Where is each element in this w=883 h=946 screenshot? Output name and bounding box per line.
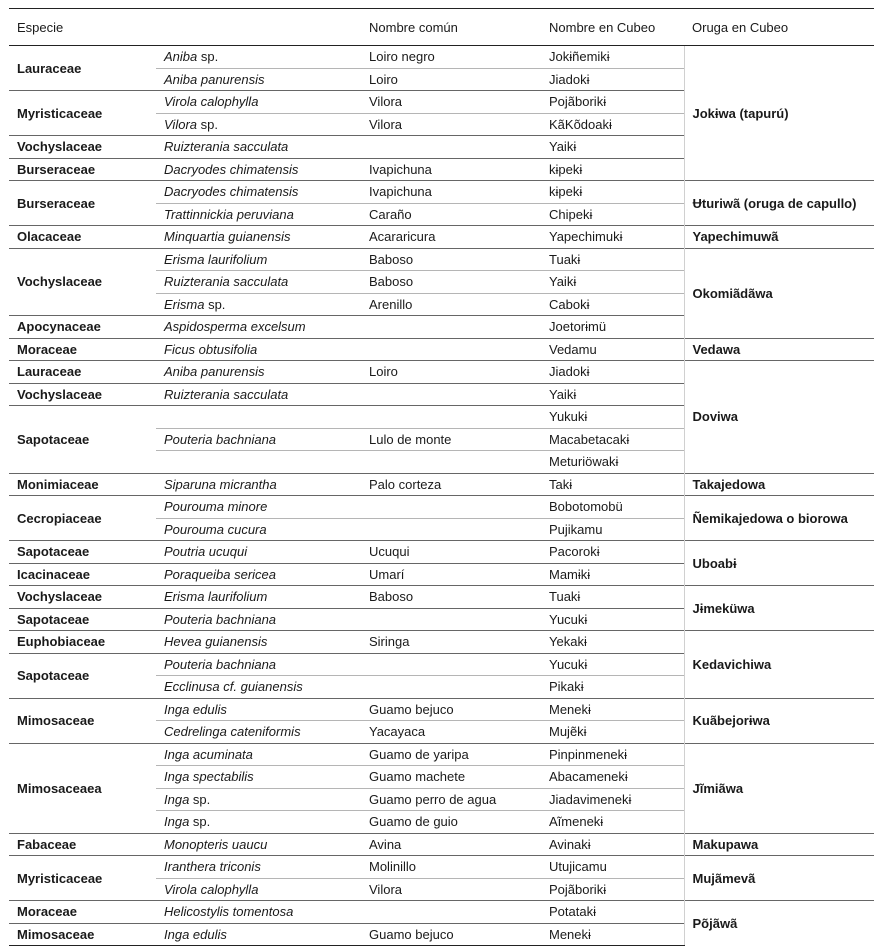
oruga-cell: Kuãbejorɨwa — [684, 698, 874, 743]
oruga-cell: Jĩmiãwa — [684, 743, 874, 833]
cubeo-name-cell: Mamɨkɨ — [541, 563, 684, 586]
table-row — [9, 226, 874, 249]
species-name: Inga — [164, 791, 190, 807]
common-name-cell — [361, 383, 541, 406]
family-cell: Moraceae — [9, 338, 156, 361]
oruga-cell: Yapechimuwã — [684, 226, 874, 249]
common-name-cell: Loiro — [361, 68, 541, 91]
oruga-cell: Ñemikajedowa o biorowa — [684, 496, 874, 541]
species-name: Pouteria bachniana — [164, 656, 277, 672]
species-name: Siparuna micrantha — [164, 476, 277, 492]
common-name-cell — [361, 608, 541, 631]
oruga-cell: Kedavichiwa — [684, 631, 874, 699]
species-cell — [156, 766, 361, 789]
table-row — [9, 46, 874, 69]
cubeo-name-cell: Pojãborikɨ — [541, 878, 684, 901]
cubeo-name-cell: Jiadokɨ — [541, 361, 684, 384]
common-name-cell: Baboso — [361, 271, 541, 294]
species-cell — [156, 361, 361, 384]
table-row — [9, 181, 874, 204]
cubeo-name-cell: Jokɨñemikɨ — [541, 46, 684, 69]
cubeo-name-cell: Utujicamu — [541, 856, 684, 879]
common-name-cell: Guamo bejuco — [361, 698, 541, 721]
table-row — [9, 901, 874, 924]
cubeo-name-cell: Menekɨ — [541, 698, 684, 721]
species-cell — [156, 901, 361, 924]
species-cell — [156, 743, 361, 766]
species-cell — [156, 518, 361, 541]
species-name: Inga acuminata — [164, 746, 253, 762]
species-name: Ruizterania sacculata — [164, 274, 289, 290]
cubeo-name-cell: Tuakɨ — [541, 586, 684, 609]
species-name: Erisma laurifolium — [164, 589, 268, 605]
cubeo-name-cell: Pacorokɨ — [541, 541, 684, 564]
species-cell — [156, 316, 361, 339]
species-name: Pouteria bachniana — [164, 431, 277, 447]
common-name-cell — [361, 653, 541, 676]
oruga-cell: Vedawa — [684, 338, 874, 361]
cubeo-name-cell: Pojãborikɨ — [541, 91, 684, 114]
species-name: Ecclinusa cf. guianensis — [164, 679, 303, 695]
common-name-cell: Guamo bejuco — [361, 923, 541, 946]
species-qualifier: sp. — [189, 791, 211, 807]
common-name-cell: Vilora — [361, 91, 541, 114]
species-cell — [156, 473, 361, 496]
cubeo-name-cell: Yekakɨ — [541, 631, 684, 654]
header-nombre-cubeo: Nombre en Cubeo — [541, 9, 684, 46]
species-name: Aspidosperma excelsum — [164, 319, 306, 335]
species-name: Ruizterania sacculata — [164, 139, 289, 155]
common-name-cell: Guamo de yaripa — [361, 743, 541, 766]
species-qualifier: sp. — [204, 296, 226, 312]
family-cell: Burseraceae — [9, 181, 156, 226]
species-cell — [156, 451, 361, 474]
cubeo-name-cell: Menekɨ — [541, 923, 684, 946]
species-name: Helicostylis tomentosa — [164, 904, 294, 920]
cubeo-name-cell: Yaikɨ — [541, 271, 684, 294]
cubeo-name-cell: Aĩmenekɨ — [541, 811, 684, 834]
species-cell — [156, 721, 361, 744]
species-cell — [156, 698, 361, 721]
header-oruga-cubeo: Oruga en Cubeo — [684, 9, 874, 46]
species-name: Pourouma minore — [164, 499, 268, 515]
species-cell — [156, 811, 361, 834]
species-cell — [156, 46, 361, 69]
family-cell: Mimosaceae — [9, 698, 156, 743]
table-row — [9, 473, 874, 496]
cubeo-name-cell: Potatakɨ — [541, 901, 684, 924]
family-cell: Vochyslaceae — [9, 383, 156, 406]
species-name: Monopteris uaucu — [164, 836, 268, 852]
table-row — [9, 743, 874, 766]
cubeo-name-cell: kɨpekɨ — [541, 181, 684, 204]
common-name-cell: Yacayaca — [361, 721, 541, 744]
species-cell — [156, 563, 361, 586]
family-cell: Fabaceae — [9, 833, 156, 856]
oruga-cell: Makupawa — [684, 833, 874, 856]
species-cell — [156, 608, 361, 631]
species-name: Pourouma cucura — [164, 521, 267, 537]
common-name-cell: Caraño — [361, 203, 541, 226]
species-cell — [156, 293, 361, 316]
family-cell: Icacinaceae — [9, 563, 156, 586]
common-name-cell: Baboso — [361, 248, 541, 271]
cubeo-name-cell: Takɨ — [541, 473, 684, 496]
species-name: Ficus obtusifolia — [164, 341, 258, 357]
cubeo-name-cell: Pujikamu — [541, 518, 684, 541]
common-name-cell — [361, 518, 541, 541]
cubeo-name-cell: Avinakɨ — [541, 833, 684, 856]
table-row — [9, 698, 874, 721]
species-name: Aniba — [164, 49, 198, 65]
family-cell: Burseraceae — [9, 158, 156, 181]
oruga-cell: Jokɨwa (tapurú) — [684, 46, 874, 181]
header-row — [9, 9, 874, 46]
common-name-cell: Arenillo — [361, 293, 541, 316]
oruga-cell: Mujãmevã — [684, 856, 874, 901]
cubeo-name-cell: kɨpekɨ — [541, 158, 684, 181]
species-name: Inga spectabilis — [164, 769, 254, 785]
common-name-cell: Guamo machete — [361, 766, 541, 789]
species-cell — [156, 271, 361, 294]
header-blank — [156, 9, 361, 46]
species-name: Inga — [164, 814, 190, 830]
species-name: Hevea guianensis — [164, 634, 268, 650]
family-cell: Vochyslaceae — [9, 248, 156, 316]
species-cell — [156, 181, 361, 204]
common-name-cell — [361, 316, 541, 339]
species-name: Poutria ucuqui — [164, 544, 248, 560]
common-name-cell: Acararicura — [361, 226, 541, 249]
cubeo-name-cell: Jiadavimenekɨ — [541, 788, 684, 811]
species-cell — [156, 856, 361, 879]
common-name-cell — [361, 451, 541, 474]
species-name: Erisma laurifolium — [164, 251, 268, 267]
species-name: Inga edulis — [164, 701, 227, 717]
species-name: Virola calophylla — [164, 94, 259, 110]
cubeo-name-cell: Yucukɨ — [541, 608, 684, 631]
species-name: Vilora — [164, 116, 198, 132]
cubeo-name-cell: Chipekɨ — [541, 203, 684, 226]
family-cell: Olacaceae — [9, 226, 156, 249]
species-cell — [156, 203, 361, 226]
common-name-cell: Ivapichuna — [361, 181, 541, 204]
table-body — [9, 46, 874, 946]
family-cell: Sapotaceae — [9, 406, 156, 474]
family-cell: Monimiaceae — [9, 473, 156, 496]
cubeo-name-cell: Jiadokɨ — [541, 68, 684, 91]
cubeo-name-cell: Pikakɨ — [541, 676, 684, 699]
common-name-cell — [361, 136, 541, 159]
species-name: Cedrelinga cateniformis — [164, 724, 301, 740]
table-row — [9, 856, 874, 879]
species-cell — [156, 338, 361, 361]
family-cell: Vochyslaceae — [9, 586, 156, 609]
oruga-cell: Jɨmeküwa — [684, 586, 874, 631]
species-cell — [156, 158, 361, 181]
cubeo-name-cell: Macabetacakɨ — [541, 428, 684, 451]
cubeo-name-cell: Yucukɨ — [541, 653, 684, 676]
family-cell: Lauraceae — [9, 361, 156, 384]
species-cell — [156, 136, 361, 159]
cubeo-name-cell: Cabokɨ — [541, 293, 684, 316]
cubeo-name-cell: Meturiöwakɨ — [541, 451, 684, 474]
species-cell — [156, 68, 361, 91]
common-name-cell: Molinillo — [361, 856, 541, 879]
table-row — [9, 586, 874, 609]
common-name-cell: Ucuqui — [361, 541, 541, 564]
family-cell: Mimosaceae — [9, 923, 156, 946]
family-cell: Sapotaceae — [9, 608, 156, 631]
species-cell — [156, 631, 361, 654]
species-cell — [156, 226, 361, 249]
common-name-cell: Guamo perro de agua — [361, 788, 541, 811]
species-cell — [156, 383, 361, 406]
common-name-cell: Loiro — [361, 361, 541, 384]
cubeo-name-cell: Vedamu — [541, 338, 684, 361]
species-qualifier: sp. — [197, 49, 219, 65]
common-name-cell: Siringa — [361, 631, 541, 654]
species-cell — [156, 406, 361, 429]
species-name: Aniba panurensis — [164, 364, 265, 380]
header-especie: Especie — [9, 9, 156, 46]
species-cell — [156, 653, 361, 676]
species-name: Inga edulis — [164, 926, 227, 942]
species-name: Trattinnickia peruviana — [164, 206, 294, 222]
species-name: Aniba panurensis — [164, 71, 265, 87]
species-cell — [156, 91, 361, 114]
oruga-cell: Ʉturiwã (oruga de capullo) — [684, 181, 874, 226]
species-cell — [156, 788, 361, 811]
common-name-cell: Vilora — [361, 113, 541, 136]
common-name-cell — [361, 338, 541, 361]
species-cell — [156, 833, 361, 856]
common-name-cell: Umarí — [361, 563, 541, 586]
family-cell: Mimosaceaea — [9, 743, 156, 833]
species-table — [9, 8, 874, 946]
oruga-cell: Takajedowa — [684, 473, 874, 496]
common-name-cell: Loiro negro — [361, 46, 541, 69]
cubeo-name-cell: Yaikɨ — [541, 136, 684, 159]
table-row — [9, 496, 874, 519]
common-name-cell: Ivapichuna — [361, 158, 541, 181]
common-name-cell: Palo corteza — [361, 473, 541, 496]
species-name: Dacryodes chimatensis — [164, 161, 299, 177]
oruga-cell: Doviwa — [684, 361, 874, 474]
species-cell — [156, 541, 361, 564]
table-header — [9, 9, 874, 46]
family-cell: Lauraceae — [9, 46, 156, 91]
table-row — [9, 361, 874, 384]
cubeo-name-cell: Abacamenekɨ — [541, 766, 684, 789]
species-cell — [156, 878, 361, 901]
family-cell: Vochyslaceae — [9, 136, 156, 159]
common-name-cell: Lulo de monte — [361, 428, 541, 451]
family-cell: Moraceae — [9, 901, 156, 924]
family-cell: Sapotaceae — [9, 541, 156, 564]
cubeo-name-cell: Bobotomobü — [541, 496, 684, 519]
common-name-cell — [361, 901, 541, 924]
family-cell: Euphobiaceae — [9, 631, 156, 654]
cubeo-name-cell: Yukukɨ — [541, 406, 684, 429]
table-row — [9, 541, 874, 564]
species-qualifier: sp. — [197, 116, 218, 132]
species-name: Iranthera triconis — [164, 859, 261, 875]
species-qualifier: sp. — [189, 814, 211, 830]
cubeo-name-cell: Joetorɨmü — [541, 316, 684, 339]
species-cell — [156, 586, 361, 609]
species-name: Pouteria bachniana — [164, 611, 277, 627]
species-name: Minquartia guianensis — [164, 229, 291, 245]
species-cell — [156, 113, 361, 136]
common-name-cell — [361, 676, 541, 699]
species-cell — [156, 496, 361, 519]
oruga-cell: Okomiãdãwa — [684, 248, 874, 338]
table-row — [9, 631, 874, 654]
header-nombre-comun: Nombre común — [361, 9, 541, 46]
family-cell: Apocynaceae — [9, 316, 156, 339]
cubeo-name-cell: Pinpinmenekɨ — [541, 743, 684, 766]
family-cell: Myristicaceae — [9, 856, 156, 901]
common-name-cell — [361, 406, 541, 429]
table-row — [9, 338, 874, 361]
species-name: Erisma — [164, 296, 205, 312]
common-name-cell: Baboso — [361, 586, 541, 609]
cubeo-name-cell: Yapechimukɨ — [541, 226, 684, 249]
species-cell — [156, 428, 361, 451]
species-cell — [156, 248, 361, 271]
family-cell: Sapotaceae — [9, 653, 156, 698]
oruga-cell: Põjãwã — [684, 901, 874, 946]
family-cell: Myristicaceae — [9, 91, 156, 136]
common-name-cell: Vilora — [361, 878, 541, 901]
cubeo-name-cell: Mujẽkɨ — [541, 721, 684, 744]
common-name-cell: Guamo de guio — [361, 811, 541, 834]
family-cell: Cecropiaceae — [9, 496, 156, 541]
cubeo-name-cell: Tuakɨ — [541, 248, 684, 271]
species-name: Dacryodes chimatensis — [164, 184, 299, 200]
species-name: Poraqueiba sericea — [164, 566, 277, 582]
oruga-cell: Uboabɨ — [684, 541, 874, 586]
species-cell — [156, 923, 361, 946]
table-row — [9, 833, 874, 856]
species-name: Ruizterania sacculata — [164, 386, 289, 402]
cubeo-name-cell: Yaikɨ — [541, 383, 684, 406]
species-cell — [156, 676, 361, 699]
common-name-cell — [361, 496, 541, 519]
cubeo-name-cell: KãKõdoakɨ — [541, 113, 684, 136]
common-name-cell: Avina — [361, 833, 541, 856]
species-name: Virola calophylla — [164, 881, 259, 897]
table-row — [9, 248, 874, 271]
